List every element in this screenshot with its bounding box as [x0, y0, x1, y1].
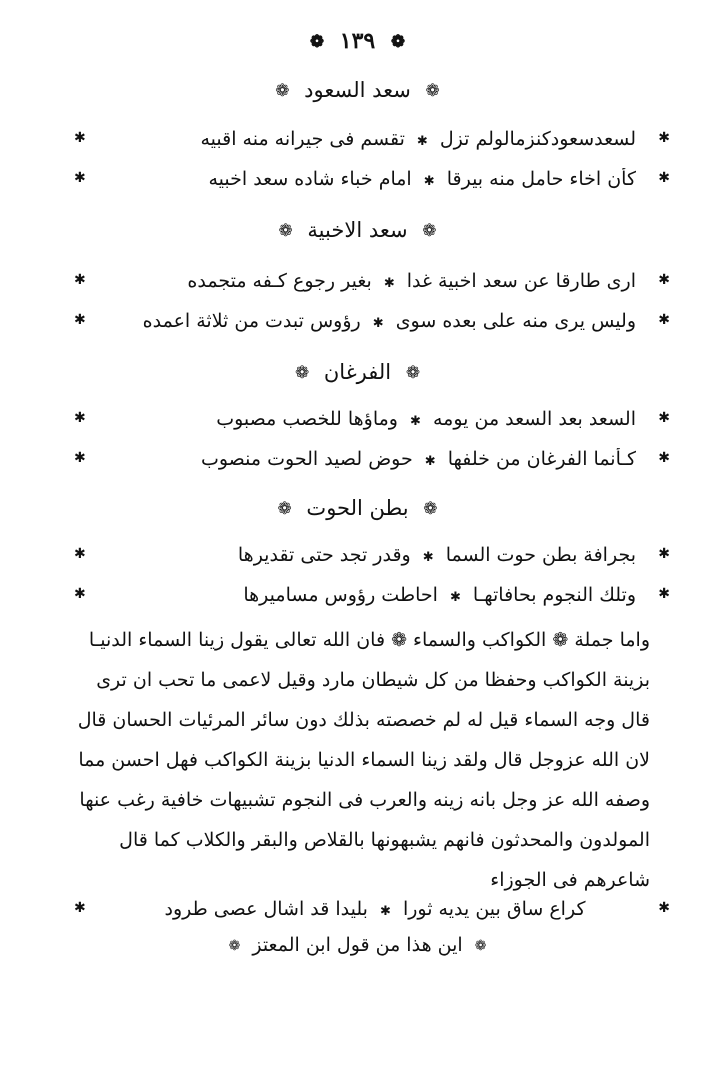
verse-second-hemistich: وقدر تجد حتى تقديرها [237, 544, 411, 566]
star-icon: ✱ [74, 312, 86, 328]
verse-second-hemistich: حوض لصيد الحوت منصوب [200, 448, 413, 470]
prose-line: قال وجه السماء قيل له لم خصصته بذلك دون سائر المرئيات الحسان قال [77, 709, 650, 731]
star-icon: ✱ [449, 590, 461, 605]
verse-line [74, 898, 670, 932]
star-icon: ✱ [74, 410, 86, 426]
verse-first-hemistich: بجرافة بطن حوت السما [445, 544, 636, 566]
star-icon: ✱ [74, 586, 86, 602]
verse-first-hemistich: السعد بعد السعد من يومه [432, 408, 636, 430]
prose-paragraph [66, 620, 650, 900]
verse-second-hemistich: احاطت رؤوس مساميرها [243, 584, 438, 606]
verse-second-hemistich: رؤوس تبدت من ثلاثة اعمده [142, 310, 361, 332]
star-icon: ✱ [422, 550, 434, 565]
star-icon: ✱ [658, 130, 670, 146]
verse-line [74, 544, 670, 578]
closing-line [0, 934, 715, 956]
star-icon: ✱ [423, 174, 435, 189]
star-icon: ✱ [74, 272, 86, 288]
ornament-icon: ❁ [275, 81, 290, 101]
section-heading [0, 78, 715, 102]
verse-line [74, 270, 670, 304]
ornament-icon: ❁ [228, 938, 241, 954]
prose-line: واما جملة ❁ الكواكب والسماء ❁ فان الله تعالى يقول زينا السماء الدنيـا [88, 629, 650, 651]
verse-line [74, 310, 670, 344]
star-icon: ✱ [658, 546, 670, 562]
verse-second-hemistich: امام خباء شاده سعد اخبيه [208, 168, 412, 190]
verse-first-hemistich: ارى طارقا عن سعد اخبية غدا [406, 270, 636, 292]
section-heading-text: بطن الحوت [306, 496, 409, 520]
star-icon: ✱ [383, 276, 395, 291]
ornament-icon: ❁ [405, 363, 421, 383]
ornament-icon: ❁ [474, 938, 487, 954]
page-number-header [0, 28, 715, 54]
prose-line: وصفه الله عز وجل بانه زينه والعرب فى النجوم تشبيهات خافية رغب عنها [79, 789, 650, 811]
ornament-icon: ❁ [277, 499, 292, 519]
star-icon: ✱ [658, 450, 670, 466]
ornament-icon: ❁ [422, 221, 437, 241]
verse-first-hemistich: وتلك النجوم بحافاتهـا [472, 584, 636, 606]
section-heading [0, 218, 715, 242]
ornament-icon: ❁ [309, 32, 325, 52]
star-icon: ✱ [410, 414, 421, 429]
ornament-icon: ❁ [294, 363, 310, 383]
verse-first-hemistich: كـأنما الفرغان من خلفها [447, 448, 636, 470]
star-icon: ✱ [658, 586, 670, 602]
star-icon: ✱ [658, 272, 670, 288]
section-heading [0, 360, 715, 384]
verse-line [74, 408, 670, 442]
section-heading-text: سعد السعود [304, 78, 411, 102]
page-number: ١٣٩ [339, 28, 376, 54]
verse-second-hemistich: تقسم فى جيرانه منه اقبيه [200, 128, 405, 150]
star-icon: ✱ [424, 454, 436, 469]
star-icon: ✱ [658, 410, 670, 426]
star-icon: ✱ [372, 316, 384, 331]
star-icon: ✱ [416, 134, 428, 149]
verse-line [74, 168, 670, 202]
verse-second-hemistich: وماؤها للخصب مصبوب [216, 408, 398, 430]
prose-line: شاعرهم فى الجوزاء [490, 869, 650, 891]
prose-line: بزينة الكواكب وحفظا من كل شيطان مارد وقيل لاعمى ما تحب ان ترى [96, 669, 650, 691]
ornament-icon: ❁ [425, 81, 440, 101]
star-icon: ✱ [658, 900, 670, 916]
star-icon: ✱ [74, 170, 86, 186]
ornament-icon: ❁ [390, 32, 406, 52]
verse-second-hemistich: بغير رجوع كـفه متجمده [187, 270, 372, 292]
ornament-icon: ❁ [278, 221, 293, 241]
verse-first-hemistich: وليس يرى منه على بعده سوى [395, 310, 636, 332]
prose-line: المولدون والمحدثون فانهم يشبهونها بالقلاص والبقر والكلاب كما قال [119, 829, 650, 851]
star-icon: ✱ [74, 130, 86, 146]
verse-first-hemistich: كأن اخاء حامل منه بيرقا [446, 168, 636, 190]
verse-line [74, 448, 670, 482]
closing-text: اين هذا من قول ابن المعتز [252, 934, 463, 956]
verse-line [74, 584, 670, 618]
star-icon: ✱ [380, 904, 391, 919]
verse-second-hemistich: بليدا قد اشال عصى طرود [164, 898, 368, 920]
prose-line: لان الله عزوجل قال ولقد زينا السماء الدنيا بزينة الكواكب فهل احسن مما [78, 749, 650, 771]
verse-line [74, 128, 670, 162]
star-icon: ✱ [74, 900, 86, 916]
star-icon: ✱ [74, 450, 86, 466]
verse-first-hemistich: كراع ساق بين يديه ثورا [402, 898, 586, 920]
section-heading [0, 496, 715, 520]
star-icon: ✱ [74, 546, 86, 562]
verse-first-hemistich: لسعدسعودكنزمالولم تزل [439, 128, 636, 150]
star-icon: ✱ [658, 312, 670, 328]
star-icon: ✱ [658, 170, 670, 186]
section-heading-text: الفرغان [323, 360, 392, 384]
ornament-icon: ❁ [423, 499, 438, 519]
section-heading-text: سعد الاخبية [307, 218, 408, 242]
